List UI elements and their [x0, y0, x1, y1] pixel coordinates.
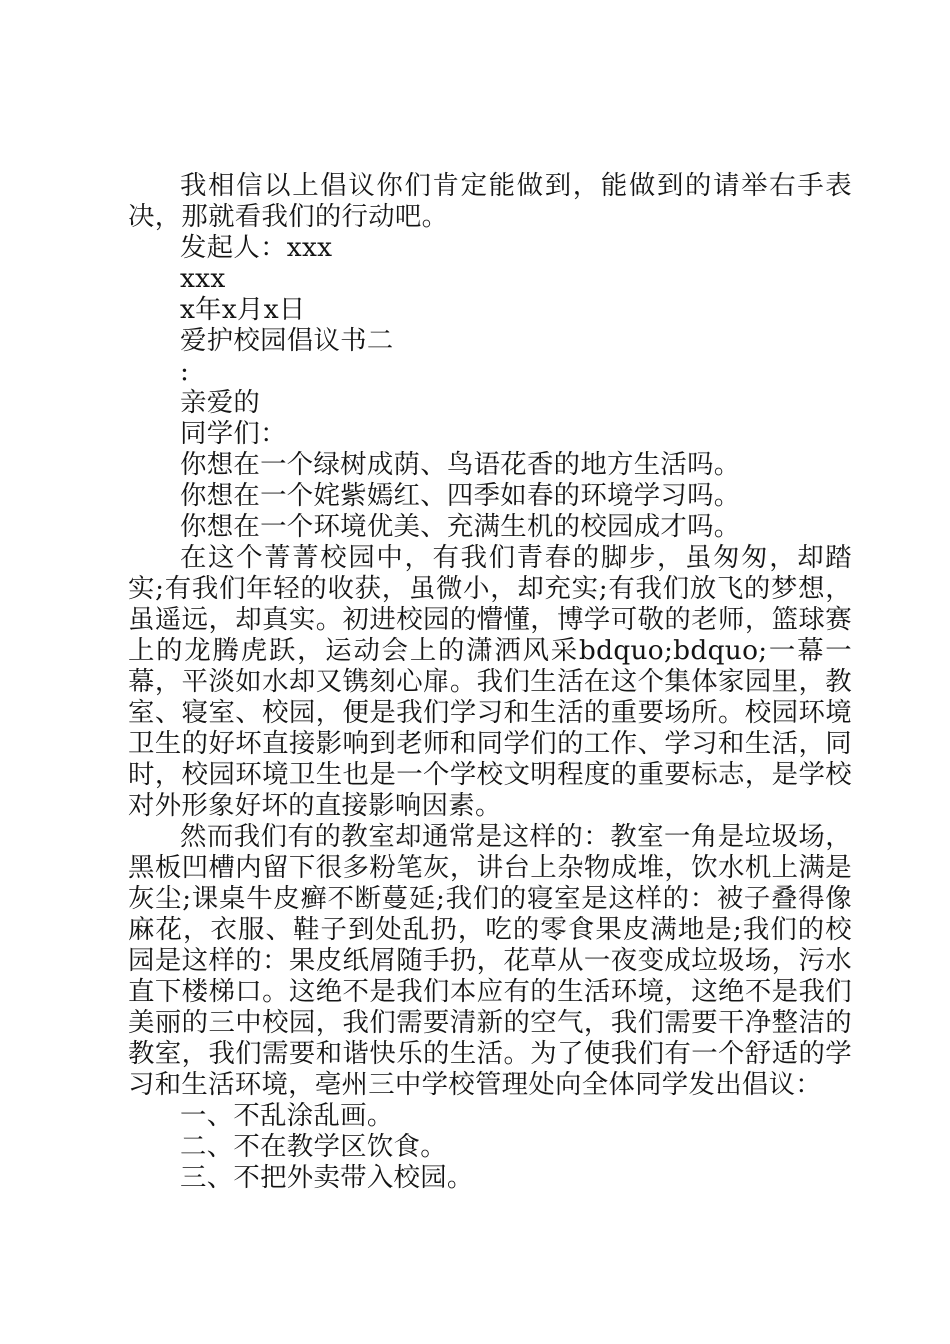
section-title: 爱护校园倡议书二: [180, 325, 394, 356]
question-line-3: 你想在一个环境优美、充满生机的校园成才吗。: [180, 511, 741, 542]
initiator-line: 发起人：xxx: [180, 232, 333, 263]
initiator-name: xxx: [180, 263, 226, 294]
proposal-item-2: 二、不在教学区饮食。: [180, 1131, 447, 1162]
date-line: x年x月x日: [180, 294, 306, 325]
salutation-line-1: 亲爱的: [180, 387, 261, 418]
colon-line: :: [180, 356, 190, 387]
paragraph-campus-life: 在这个菁菁校园中，有我们青春的脚步，虽匆匆，却踏实;有我们年轻的收获，虽微小，却充实;有我们放飞的梦想，虽遥远，却真实。初进校园的懵懂，博学可敬的老师，篮球赛上的龙腾虎跃，运动会上的潇洒风采bdquo;bdquo;一幕一幕，平淡如水却又镌刻心扉。我们生活在这个集体家园里，教室、寝室、校园，便是我们学习和生活的重要场所。校园环境卫生的好坏直接影响到老师和同学们的工作、学习和生活，同时，校园环境卫生也是一个学校文明程度的重要标志，是学校对外形象好坏的直接影响因素。: [128, 542, 852, 821]
document-body: [128, 170, 852, 1193]
paragraph-current-problems: 然而我们有的教室却通常是这样的：教室一角是垃圾场，黑板凹槽内留下很多粉笔灰，讲台上杂物成堆，饮水机上满是灰尘;课桌牛皮癣不断蔓延;我们的寝室是这样的：被子叠得像麻花，衣服、鞋子到处乱扔，吃的零食果皮满地是;我们的校园是这样的：果皮纸屑随手扔，花草从一夜变成垃圾场，污水直下楼梯口。这绝不是我们本应有的生活环境，这绝不是我们美丽的三中校园，我们需要清新的空气，我们需要干净整洁的教室，我们需要和谐快乐的生活。为了使我们有一个舒适的学习和生活环境，亳州三中学校管理处向全体同学发出倡议：: [128, 821, 852, 1100]
question-line-1: 你想在一个绿树成荫、鸟语花香的地方生活吗。: [180, 449, 741, 480]
proposal-item-1: 一、不乱涂乱画。: [180, 1100, 394, 1131]
proposal-item-3: 三、不把外卖带入校园。: [180, 1162, 474, 1193]
paragraph-closing-call: 我相信以上倡议你们肯定能做到，能做到的请举右手表决，那就看我们的行动吧。: [128, 170, 852, 232]
salutation-line-2: 同学们：: [180, 418, 287, 449]
question-line-2: 你想在一个姹紫嫣红、四季如春的环境学习吗。: [180, 480, 741, 511]
